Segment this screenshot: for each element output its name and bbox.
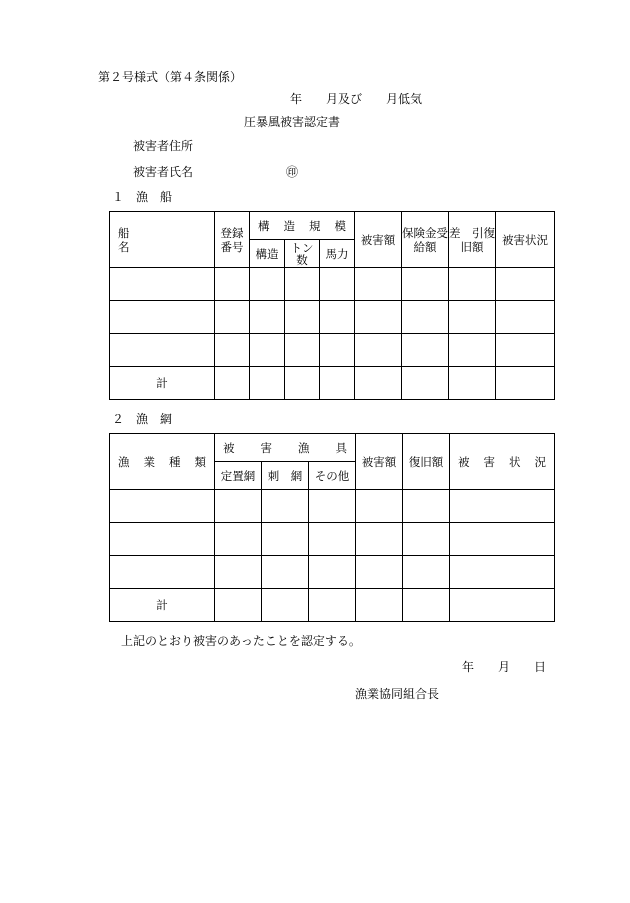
col-registration-number: 登録番号 [215,212,250,268]
total-row [110,589,555,622]
table-row [110,556,555,589]
table-row [110,268,555,301]
fishing-boat-table [109,211,555,400]
col-structure: 構造 [250,240,285,268]
col-damage-status: 被害状況 [496,212,555,268]
col-other: その他 [309,462,356,490]
table-row [110,490,555,523]
table-row [110,301,555,334]
total-row [110,367,555,400]
certification-statement: 上記のとおり被害のあったことを認定する。 [121,634,361,648]
table-row [110,334,555,367]
col-fishery-type: 漁 業 種 類 [110,434,215,490]
fishing-net-table [109,433,555,622]
section2-heading: ２ 漁 網 [112,412,173,426]
table-row [110,523,555,556]
col-tonnage: トン数 [285,240,320,268]
victim-name-label: 被害者氏名 [133,165,194,179]
col-damage-status: 被 害 状 況 [450,434,555,490]
period-line: 年 月及び 月低気 [290,92,423,106]
section1-heading: １ 漁 船 [112,190,173,204]
col-gill-net: 刺 網 [262,462,309,490]
total-label: 計 [110,589,215,622]
col-damage-amount: 被害額 [355,212,402,268]
col-horsepower: 馬力 [320,240,355,268]
col-set-net: 定置網 [215,462,262,490]
signer-title: 漁業協同組合長 [355,687,440,701]
col-damaged-gear: 被 害 漁 具 [215,434,356,462]
total-label: 計 [110,367,215,400]
certification-date: 年 月 日 [462,660,547,674]
col-net-restoration: 差 引復旧額 [449,212,496,268]
col-insurance-received: 保険金受給額 [402,212,449,268]
seal-mark: ㊞ [286,165,299,179]
col-damage-amount: 被害額 [356,434,403,490]
col-structure-scale: 構 造 規 模 [250,212,355,240]
form-number: 第２号様式（第４条関係） [98,70,243,84]
col-restoration-amount: 復旧額 [403,434,450,490]
col-ship-name: 船 名 [110,212,215,268]
victim-address-label: 被害者住所 [133,139,194,153]
document-title: 圧暴風被害認定書 [244,115,341,129]
